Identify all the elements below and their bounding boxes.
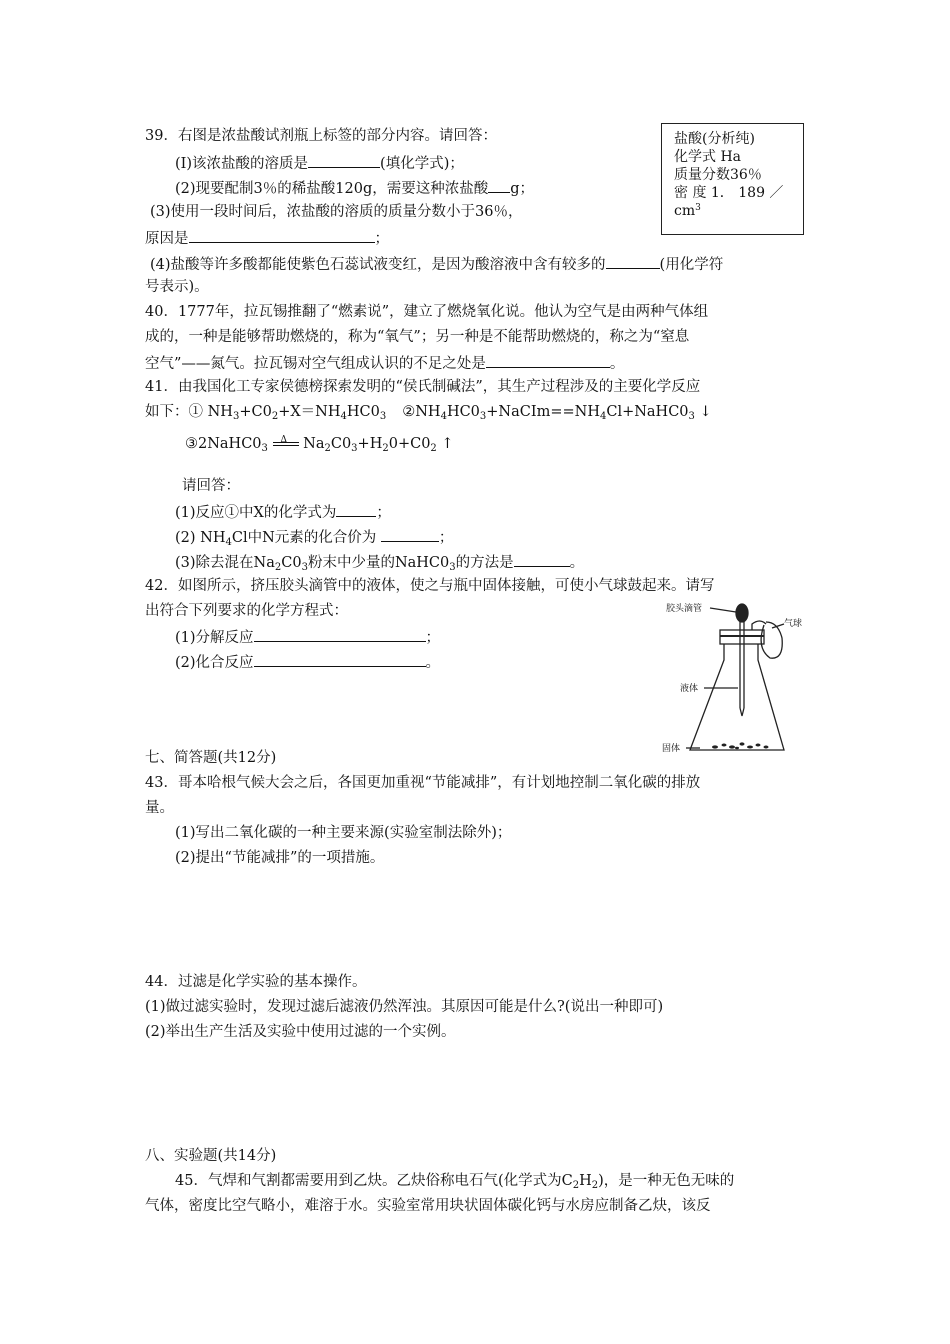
q39-part2: (2)现要配制3％的稀盐酸120g，需要这种浓盐酸 g；	[175, 177, 534, 199]
flask-apparatus-figure	[660, 598, 810, 760]
label-line-2: 化学式 Ha	[674, 149, 742, 165]
reagent-label-box	[661, 123, 804, 235]
fig-label-balloon: 气球	[784, 619, 803, 629]
heat-condition-sign: Δ	[273, 432, 299, 450]
q41-answer-blank-1[interactable]	[336, 501, 376, 517]
label-line-4: 密 度 1． 189 ／	[674, 185, 784, 201]
q41-equations-1-2: 如下：① $NH_3+C0_2+X=NH_4HC0_3$ $②NH_4HC0_3+NaCIm==NH_4Cl+NaHC0_3$ ↓	[145, 404, 712, 422]
q40-line-3: 空气”——氮气。拉瓦锡对空气组成认识的不足之处是 。	[145, 352, 624, 374]
q39-answer-blank-4[interactable]	[606, 253, 660, 269]
q40-line-1: 40．1777年，拉瓦锡推翻了“燃素说”，建立了燃烧氧化说。他认为空气是由两种气体组	[145, 304, 709, 320]
q39-intro: 39．右图是浓盐酸试剂瓶上标签的部分内容。请回答：	[145, 128, 497, 144]
q43-line-2: 量。	[145, 800, 174, 816]
q42-answer-blank-2[interactable]	[254, 651, 426, 667]
q42-line-1: 42．如图所示，挤压胶头滴管中的液体，使之与瓶中固体接触，可使小气球鼓起来。请写	[145, 578, 715, 594]
label-line-5: $cm^3$	[674, 203, 701, 219]
precipitate-arrow: ↓	[699, 404, 712, 420]
q41-answer-blank-2[interactable]	[381, 526, 439, 542]
flask-body-icon	[690, 644, 784, 750]
solid-particles-icon	[712, 742, 769, 749]
fig-label-dropper: 胶头滴管	[666, 604, 703, 614]
section-7-heading: 七、简答题(共12分)	[145, 750, 277, 766]
q42-line-2: 出符合下列要求的化学方程式：	[145, 603, 348, 619]
q39-answer-blank-2[interactable]	[488, 177, 510, 193]
q42-part2: (2)化合反应 。	[175, 651, 440, 673]
q42-answer-blank-1[interactable]	[254, 626, 426, 642]
q44-part1: (1)做过滤实验时，发现过滤后滤液仍然浑浊。其原因可能是什么?(说出一种即可)	[145, 999, 664, 1015]
q45-line-1: 45．气焊和气割都需要用到乙炔。乙炔俗称电石气(化学式为$C_2H_2$)，是一种无色无味的	[175, 1173, 735, 1191]
q39-part4: (4)盐酸等许多酸都能使紫色石蕊试液变红，是因为酸溶液中含有较多的 (用化学符	[150, 253, 723, 275]
q41-equation-3: $③2NaHC0_3$ Δ $Na_2C0_3+H_20+C0_2$ ↑	[185, 432, 454, 454]
q39-answer-blank-1[interactable]	[308, 152, 380, 168]
q39-part4-cont: 号表示)。	[145, 279, 209, 295]
q40-answer-blank[interactable]	[486, 352, 610, 368]
q39-part3-reason: 原因是 ；	[145, 227, 389, 249]
label-line-1: 盐酸(分析纯)	[674, 131, 755, 147]
q41-part1: (1)反应①中X的化学式为 ；	[175, 501, 391, 523]
q41-line-1: 41．由我国化工专家侯德榜探索发明的“侯氏制碱法”，其生产过程涉及的主要化学反应	[145, 379, 701, 395]
q43-line-1: 43．哥本哈根气候大会之后，各国更加重视“节能减排”，有计划地控制二氧化碳的排放	[145, 775, 701, 791]
q41-answer-blank-3[interactable]	[514, 551, 570, 567]
gas-arrow: ↑	[441, 436, 454, 452]
label-line-3: 质量分数36％	[674, 167, 762, 183]
q44-part2: (2)举出生产生活及实验中使用过滤的一个实例。	[145, 1024, 456, 1040]
fig-label-solid: 固体	[662, 744, 681, 754]
q40-line-2: 成的，一种是能够帮助燃烧的，称为“氧气”；另一种是不能帮助燃烧的，称之为“窒息	[145, 329, 690, 345]
q41-ask: 请回答：	[182, 478, 240, 494]
q39-part3: (3)使用一段时间后，浓盐酸的溶质的质量分数小于36％，	[150, 204, 523, 220]
q43-part1: (1)写出二氧化碳的一种主要来源(实验室制法除外)；	[175, 825, 512, 841]
q41-part3: (3)除去混在$Na_2C0_3$粉末中少量的$NaHC0_3$的方法是 。	[175, 551, 584, 573]
q39-answer-blank-3[interactable]	[189, 227, 375, 243]
q44-line-1: 44．过滤是化学实验的基本操作。	[145, 974, 367, 990]
fig-label-liquid: 液体	[680, 684, 699, 694]
q41-part2: (2) $NH_4Cl$中N元素的化合价为 ；	[175, 526, 453, 548]
dropper-bulb-icon	[736, 604, 748, 622]
section-8-heading: 八、实验题(共14分)	[145, 1148, 277, 1164]
q45-line-2: 气体，密度比空气略小，难溶于水。实验室常用块状固体碳化钙与水房应制备乙炔，该反	[145, 1198, 711, 1214]
q42-part1: (1)分解反应 ；	[175, 626, 440, 648]
q43-part2: (2)提出“节能减排”的一项措施。	[175, 850, 385, 866]
q39-part1: (I)该浓盐酸的溶质是 (填化学式)；	[175, 152, 464, 174]
